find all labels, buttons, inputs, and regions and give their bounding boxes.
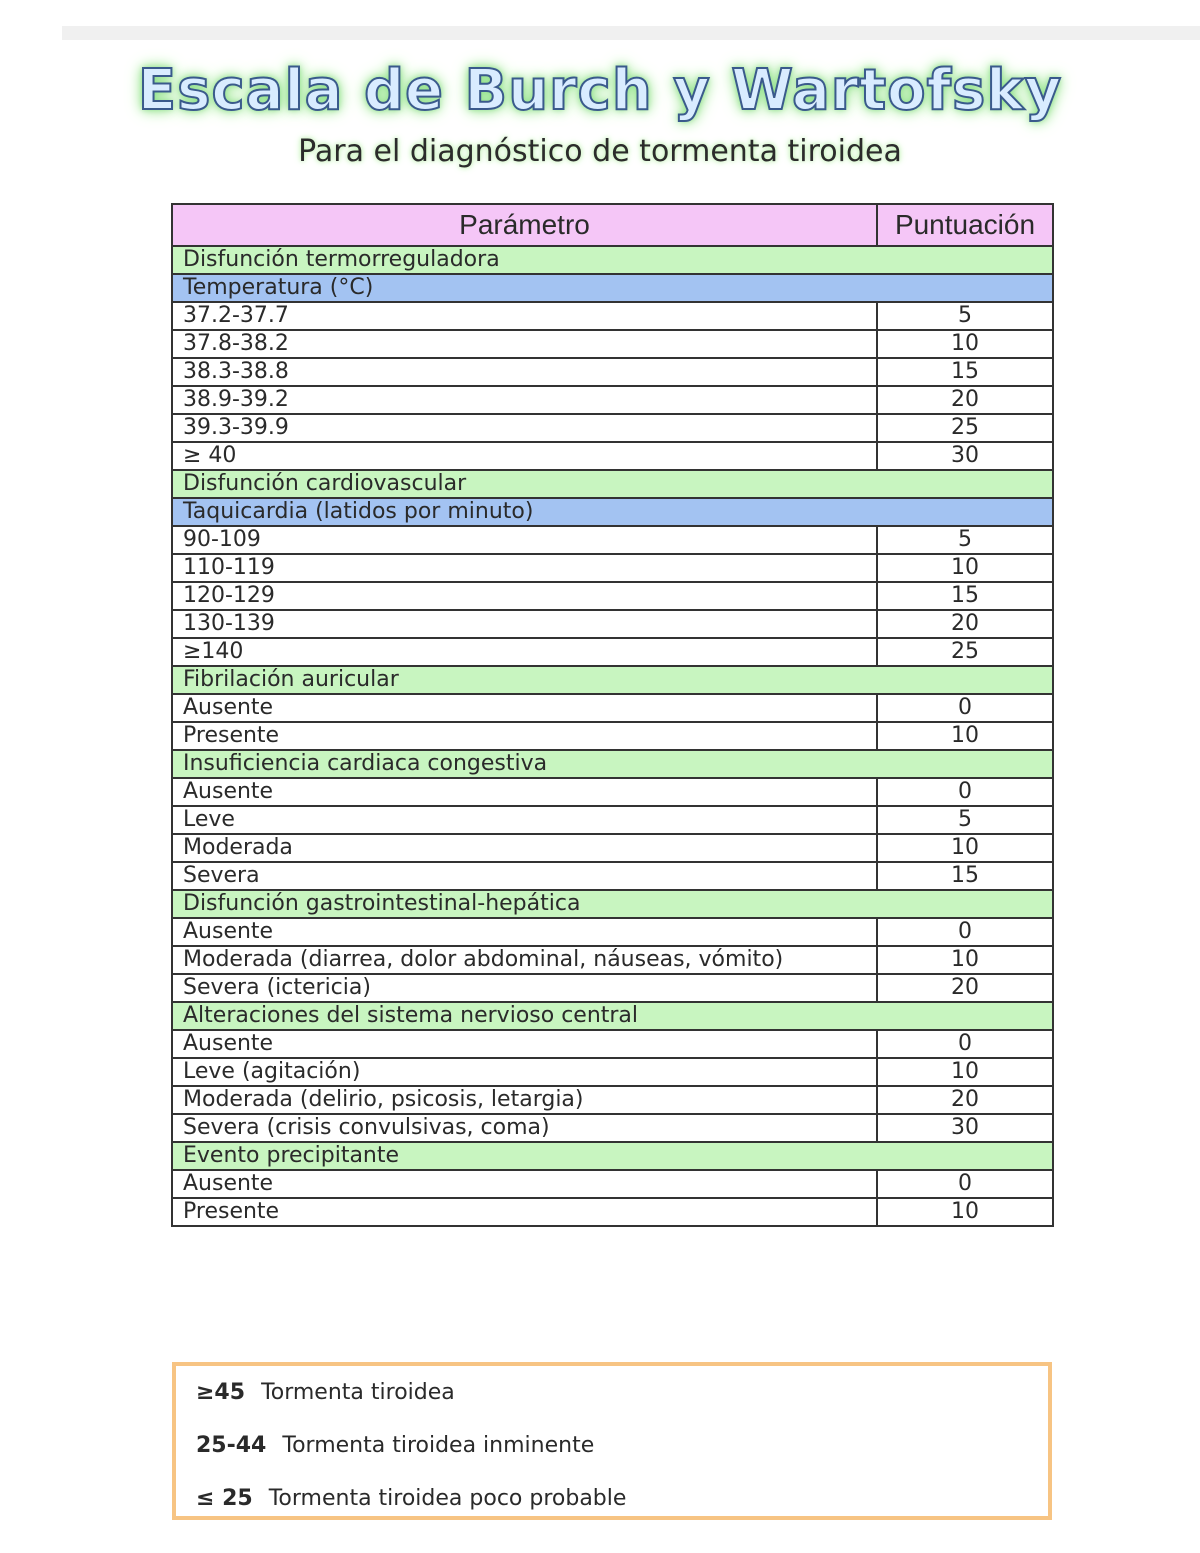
table-row <box>172 554 1053 582</box>
score-cell: 15 <box>877 582 1053 610</box>
score-cell: 10 <box>877 1198 1053 1226</box>
subsection-row <box>172 498 1053 526</box>
parameter-cell: Ausente <box>172 778 877 806</box>
top-bar <box>62 26 1200 40</box>
parameter-cell: 38.3-38.8 <box>172 358 877 386</box>
subsection-row <box>172 274 1053 302</box>
table-row <box>172 1170 1053 1198</box>
section-label: Evento precipitante <box>172 1142 1053 1170</box>
subsection-label: Taquicardia (latidos por minuto) <box>172 498 1053 526</box>
section-label: Disfunción cardiovascular <box>172 470 1053 498</box>
score-cell: 25 <box>877 638 1053 666</box>
table-row <box>172 358 1053 386</box>
table-row <box>172 694 1053 722</box>
score-cell: 10 <box>877 834 1053 862</box>
legend-item <box>196 1380 455 1405</box>
score-cell: 0 <box>877 694 1053 722</box>
score-cell: 10 <box>877 946 1053 974</box>
parameter-cell: 37.2-37.7 <box>172 302 877 330</box>
interpretation-box <box>172 1362 1052 1520</box>
table-row <box>172 722 1053 750</box>
table-row <box>172 610 1053 638</box>
legend-item <box>196 1433 594 1458</box>
parameter-cell: Moderada (diarrea, dolor abdominal, náuseas, vómito) <box>172 946 877 974</box>
legend-range: 25-44 <box>196 1433 267 1458</box>
subsection-label: Temperatura (°C) <box>172 274 1053 302</box>
score-cell: 20 <box>877 610 1053 638</box>
section-row <box>172 470 1053 498</box>
parameter-cell: Ausente <box>172 1170 877 1198</box>
score-cell: 10 <box>877 330 1053 358</box>
score-cell: 15 <box>877 862 1053 890</box>
table-body <box>172 246 1053 1226</box>
table-row <box>172 1058 1053 1086</box>
table-header-row <box>172 204 1053 246</box>
score-cell: 20 <box>877 1086 1053 1114</box>
table-row <box>172 918 1053 946</box>
score-cell: 5 <box>877 302 1053 330</box>
parameter-cell: 130-139 <box>172 610 877 638</box>
table-row <box>172 974 1053 1002</box>
section-row <box>172 666 1053 694</box>
score-cell: 10 <box>877 554 1053 582</box>
table-row <box>172 946 1053 974</box>
table-row <box>172 1114 1053 1142</box>
parameter-cell: Ausente <box>172 918 877 946</box>
score-cell: 0 <box>877 1030 1053 1058</box>
section-row <box>172 246 1053 274</box>
section-label: Fibrilación auricular <box>172 666 1053 694</box>
table-row <box>172 1086 1053 1114</box>
parameter-cell: Ausente <box>172 1030 877 1058</box>
parameter-cell: Leve (agitación) <box>172 1058 877 1086</box>
table-row <box>172 414 1053 442</box>
score-cell: 0 <box>877 918 1053 946</box>
table-row <box>172 862 1053 890</box>
table-row <box>172 386 1053 414</box>
section-label: Disfunción gastrointestinal-hepática <box>172 890 1053 918</box>
parameter-cell: Presente <box>172 722 877 750</box>
section-label: Disfunción termorreguladora <box>172 246 1053 274</box>
legend-item <box>196 1486 626 1511</box>
table-row <box>172 638 1053 666</box>
parameter-cell: 37.8-38.2 <box>172 330 877 358</box>
parameter-cell: Severa <box>172 862 877 890</box>
parameter-cell: 39.3-39.9 <box>172 414 877 442</box>
table-row <box>172 582 1053 610</box>
table-row <box>172 1198 1053 1226</box>
score-cell: 30 <box>877 1114 1053 1142</box>
parameter-cell: Severa (crisis convulsivas, coma) <box>172 1114 877 1142</box>
parameter-cell: 110-119 <box>172 554 877 582</box>
score-cell: 0 <box>877 1170 1053 1198</box>
table-row <box>172 778 1053 806</box>
score-cell: 30 <box>877 442 1053 470</box>
legend-text: Tormenta tiroidea <box>261 1380 455 1405</box>
score-cell: 5 <box>877 806 1053 834</box>
score-cell: 5 <box>877 526 1053 554</box>
parameter-cell: Presente <box>172 1198 877 1226</box>
table-row <box>172 806 1053 834</box>
section-row <box>172 890 1053 918</box>
table-row <box>172 1030 1053 1058</box>
table-row <box>172 834 1053 862</box>
parameter-cell: Moderada <box>172 834 877 862</box>
header-score: Puntuación <box>877 204 1053 246</box>
parameter-cell: ≥ 40 <box>172 442 877 470</box>
legend-text: Tormenta tiroidea poco probable <box>268 1486 627 1511</box>
score-cell: 20 <box>877 974 1053 1002</box>
parameter-cell: 38.9-39.2 <box>172 386 877 414</box>
parameter-cell: Moderada (delirio, psicosis, letargia) <box>172 1086 877 1114</box>
section-label: Alteraciones del sistema nervioso central <box>172 1002 1053 1030</box>
table-row <box>172 302 1053 330</box>
legend-range: ≤ 25 <box>196 1486 253 1511</box>
score-cell: 15 <box>877 358 1053 386</box>
score-cell: 10 <box>877 1058 1053 1086</box>
section-row <box>172 1142 1053 1170</box>
section-row <box>172 1002 1053 1030</box>
score-cell: 20 <box>877 386 1053 414</box>
score-cell: 10 <box>877 722 1053 750</box>
parameter-cell: Severa (ictericia) <box>172 974 877 1002</box>
page-title: Escala de Burch y Wartofsky <box>137 58 1063 123</box>
header-parameter: Parámetro <box>172 204 877 246</box>
table-row <box>172 442 1053 470</box>
parameter-cell: 120-129 <box>172 582 877 610</box>
legend-range: ≥45 <box>196 1380 246 1405</box>
score-cell: 0 <box>877 778 1053 806</box>
parameter-cell: Ausente <box>172 694 877 722</box>
section-row <box>172 750 1053 778</box>
score-cell: 25 <box>877 414 1053 442</box>
section-label: Insuficiencia cardiaca congestiva <box>172 750 1053 778</box>
parameter-cell: Leve <box>172 806 877 834</box>
parameter-cell: ≥140 <box>172 638 877 666</box>
parameter-cell: 90-109 <box>172 526 877 554</box>
table-row <box>172 330 1053 358</box>
legend-text: Tormenta tiroidea inminente <box>282 1433 595 1458</box>
table-row <box>172 526 1053 554</box>
scoring-table <box>171 203 1054 1227</box>
page-subtitle: Para el diagnóstico de tormenta tiroidea <box>298 134 902 169</box>
